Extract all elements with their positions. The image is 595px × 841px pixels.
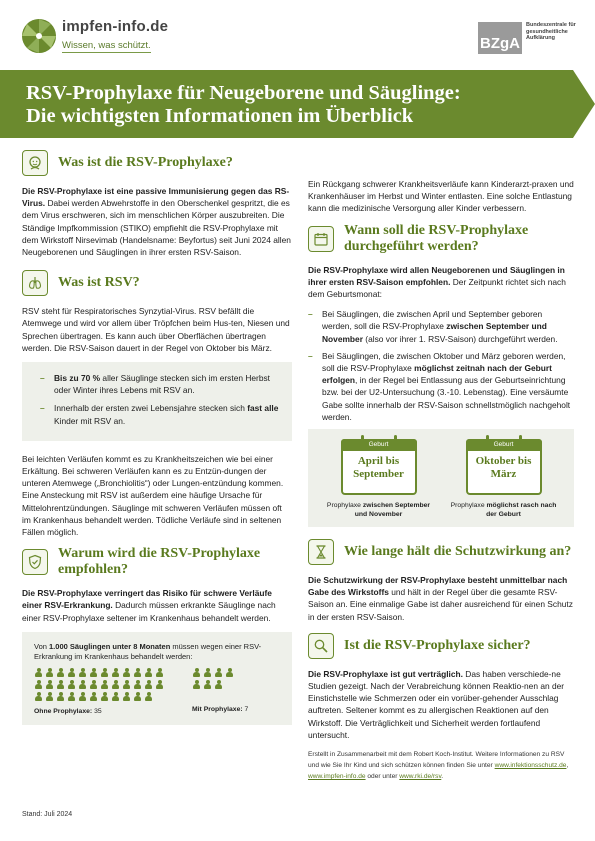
calendar-icon xyxy=(308,226,334,252)
person-icon xyxy=(122,668,131,678)
dash-icon: – xyxy=(40,403,45,414)
person-icon xyxy=(89,668,98,678)
person-icon xyxy=(192,680,201,690)
section-title: Ist die RSV-Prophylaxe sicher? xyxy=(344,637,531,653)
person-icon xyxy=(111,692,120,702)
facts-box xyxy=(22,362,292,441)
section-head-wann xyxy=(308,223,574,255)
section-title: Was ist die RSV-Prophylaxe? xyxy=(58,155,233,170)
bzga-logo[interactable] xyxy=(478,22,580,54)
page-title-line2: Die wichtigsten Informationen im Überblick xyxy=(26,105,414,127)
lungs-icon xyxy=(22,270,48,296)
list-item: – Bis zu 70 % aller Säuglinge stecken sich im ersten Herbst oder Winter ihres Lebens mit RSV an. xyxy=(40,373,270,396)
with-prophylaxis-group xyxy=(192,668,248,715)
section-head-was-ist-prophylaxe xyxy=(22,150,292,176)
paragraph: Die RSV-Prophylaxe wird allen Neugeborenen und Säuglingen in ihrer ersten RSV-Saison empfohlen. Der Zeitpunkt richtet sich nach dem Geburtsmonat: xyxy=(308,264,566,300)
person-icon xyxy=(100,692,109,702)
person-icon xyxy=(155,680,164,690)
person-icon xyxy=(100,680,109,690)
person-icon xyxy=(100,668,109,678)
baby-icon xyxy=(22,150,48,176)
link-rki[interactable]: www.rki.de/rsv xyxy=(399,773,442,781)
calendar-caption: Prophylaxe möglichst rasch nach der Geburt xyxy=(450,502,557,519)
list-item: – Innerhalb der ersten zwei Lebensjahre stecken sich fast alle Kinder mit RSV an. xyxy=(40,403,279,426)
person-icon xyxy=(34,680,43,690)
link-impfen-info[interactable]: www.impfen-info.de xyxy=(308,773,366,781)
birth-calendars xyxy=(308,429,574,527)
person-icon xyxy=(133,680,142,690)
person-icon xyxy=(89,680,98,690)
calendar-april-september xyxy=(324,439,434,519)
calendar-head: Geburt xyxy=(466,439,542,451)
person-icon xyxy=(45,668,54,678)
list-item: – Bei Säuglingen, die zwischen Oktober und März geboren werden, soll die RSV-Prophylaxe möglichst zeitnah nach der Geburt erfolgen, in der Regel bei Entlassung aus der Geburtseinrichtung bzw. bei der U2-Untersuchung (3.-10. Lebenstag). Eine versäumte Gabe sollte innerhalb der RSV-Saison schnellstmöglich nachgeholt werden. xyxy=(308,350,571,422)
dash-icon: – xyxy=(40,373,45,384)
banner-arrow xyxy=(573,70,595,138)
person-icon xyxy=(67,668,76,678)
magnifier-icon xyxy=(308,633,334,659)
dash-icon: – xyxy=(308,350,313,361)
calendar-oktober-maerz xyxy=(449,439,559,519)
bzga-mark: BZgA xyxy=(478,22,522,54)
person-icon xyxy=(45,692,54,702)
person-icon xyxy=(225,668,234,678)
person-icon xyxy=(78,692,87,702)
footer-note: Erstellt in Zusammenarbeit mit dem Robert Koch-Institut. Weitere Informationen zu RSV und wie Sie Ihr Kind und sich schützen können finden Sie unter www.infektionsschutz.de, www.impfen-info.de oder unter www.rki.de/rsv. xyxy=(308,751,569,781)
person-icon xyxy=(111,668,120,678)
person-icon xyxy=(122,692,131,702)
page-title xyxy=(26,82,566,128)
paragraph: Die RSV-Prophylaxe verringert das Risiko für schwere Verläufe einer RSV-Erkrankung. Dadurch müssen erkrankte Säuglinge nach einer RSV-Prophylaxe seltener im Krankenhaus behandelt werden. xyxy=(22,588,276,623)
person-icon xyxy=(122,680,131,690)
section-title: Wann soll die RSV-Prophylaxe durchgeführt werden? xyxy=(344,222,529,254)
with-prophylaxis-label: Mit Prophylaxe: 7 xyxy=(192,705,249,713)
section-head-was-ist-rsv xyxy=(22,270,292,296)
bzga-name: Bundeszentrale für gesundheitliche Aufklärung xyxy=(526,22,576,41)
dash-icon: – xyxy=(308,309,313,320)
person-icon xyxy=(111,680,120,690)
person-icon xyxy=(214,668,223,678)
paragraph: Die RSV-Prophylaxe ist gut verträglich. Das haben verschiede-ne Studien gezeigt. Nach der Verabreichung können Reaktio-nen an der Einstichstelle wie Schmerzen oder ein vorüber-gehender Ausschlag auftreten. Seltener kommt es zu allergischen Reaktionen auf den Wirkstoff. Die Verträglichkeit und Sicherheit werden fortlaufend untersucht. xyxy=(308,668,565,740)
shield-icon xyxy=(22,549,48,575)
logo-slogan: Wissen, was schützt. xyxy=(62,40,151,51)
section-title: Wie lange hält die Schutzwirkung an? xyxy=(344,544,572,560)
hourglass-icon xyxy=(308,539,334,565)
infographic-intro: Von 1.000 Säuglingen unter 8 Monaten müssen wegen einer RSV-Erkrankung im Krankenhaus behandelt werden: xyxy=(34,641,262,661)
calendar-head: Geburt xyxy=(341,439,417,451)
paragraph: Die RSV-Prophylaxe ist eine passive Immunisierung gegen das RS-Virus. Dabei werden Abwehrstoffe in den Oberschenkel gespritzt, die es dem Virus erschweren, sich im menschlichen Körper auszubreiten. Die Ständige Impfkommission (STIKO) empfiehlt die RSV-Prophylaxe mit dem Wirkstoff Nirsevimab (Handelsname: Beyfortus) seit Juni 2024 allen Neugeborenen und Säuglingen in ihrer ersten RSV-Saison. xyxy=(22,186,291,258)
paragraph: Ein Rückgang schwerer Krankheitsverläufe kann Kinderarzt-praxen und Krankenhäuser im Herbst und Winter entlasten. Eine solche Entlastung kann die medizinische Versorgung aller Kinder verbessern. xyxy=(308,179,574,214)
page-title-line1: RSV-Prophylaxe für Neugeborene und Säuglinge: xyxy=(26,82,461,104)
person-icon xyxy=(56,668,65,678)
person-icon xyxy=(67,692,76,702)
paragraph: Bei leichten Verläufen kommt es zu Krankheitszeichen wie bei einer Erkältung. Bei schweren Verläufen kann es zu Entzün-dungen der unteren Atemwege („Bronchiolitis“) oder Lungen-entzündung kommen. Eine Ansteckung mit RSV ist außerdem eine häufige Ursache für Mittelohrentzündungen. Säuglinge mit schweren Verläufen müssen oft im Krankenhaus behandelt werden. Tödliche Verläufe sind in seltenen Fällen möglich. xyxy=(22,453,284,538)
left-column xyxy=(22,150,292,725)
person-icon xyxy=(56,680,65,690)
person-icon xyxy=(155,668,164,678)
calendar-body: April bis September xyxy=(353,455,404,481)
paragraph: RSV steht für Respiratorisches Synzytial-Virus. RSV befällt die Atemwege und wird vor allem über Tröpfchen beim Hus-ten, Niesen und Sprechen übertragen. Es kann auch über Oberflächen übertragen werden. Die RSV-Saison dauert in der Regel von Oktober bis März. xyxy=(22,306,290,353)
person-icon xyxy=(89,692,98,702)
person-icon xyxy=(133,668,142,678)
section-head-warum xyxy=(22,546,292,578)
calendar-body: Oktober bis März xyxy=(475,455,532,481)
person-icon xyxy=(203,680,212,690)
calendar-caption: Prophylaxe zwischen September und November xyxy=(326,502,431,519)
stand-date: Stand: Juli 2024 xyxy=(22,811,73,818)
person-icon xyxy=(203,668,212,678)
person-icon xyxy=(144,668,153,678)
logo-name: impfen-info.de xyxy=(62,18,169,35)
person-icon xyxy=(144,692,153,702)
right-column xyxy=(308,150,574,782)
people-icons-without xyxy=(34,668,184,702)
without-prophylaxis-group xyxy=(34,668,184,715)
person-icon xyxy=(214,680,223,690)
page-header xyxy=(0,0,595,70)
person-icon xyxy=(45,680,54,690)
person-icon xyxy=(34,668,43,678)
person-icon xyxy=(78,668,87,678)
person-icon xyxy=(144,680,153,690)
person-icon xyxy=(34,692,43,702)
list-item: – Bei Säuglingen, die zwischen April und September geboren werden, soll die RSV-Prophylaxe zwischen September und November (also vor ihrer 1. RSV-Saison) durchgeführt werden. xyxy=(308,309,558,344)
section-head-sicher xyxy=(308,633,574,659)
section-title: Was ist RSV? xyxy=(58,275,140,291)
without-prophylaxis-label: Ohne Prophylaxe: 35 xyxy=(34,707,102,715)
paragraph: Die Schutzwirkung der RSV-Prophylaxe besteht unmittelbar nach Gabe des Wirkstoffs und hält in der Regel über die gesamte RSV-Saison an. Eine einmalige Gabe ist daher ausreichend für einen Schutz in der ersten RSV-Saison. xyxy=(308,575,573,622)
logo-pinwheel-icon xyxy=(22,19,56,53)
person-icon xyxy=(192,668,201,678)
section-head-wie-lange xyxy=(308,539,574,565)
person-icon xyxy=(67,680,76,690)
hospitalization-infographic xyxy=(22,632,292,725)
impfen-info-logo[interactable] xyxy=(22,18,168,53)
section-title: Warum wird die RSV-Prophylaxe empfohlen? xyxy=(58,546,261,578)
person-icon xyxy=(78,680,87,690)
people-icons-with xyxy=(192,668,248,690)
person-icon xyxy=(133,692,142,702)
person-icon xyxy=(56,692,65,702)
link-infektionsschutz[interactable]: www.infektionsschutz.de xyxy=(494,762,567,770)
